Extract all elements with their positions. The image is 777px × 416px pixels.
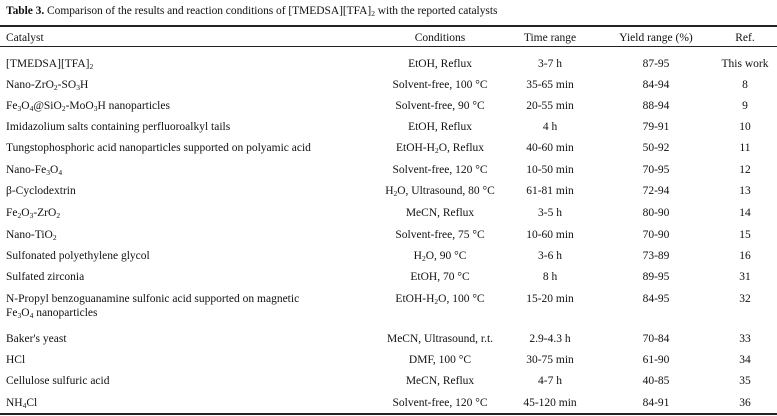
- yield-text: 70-90: [642, 229, 670, 241]
- time-text: 45-120 min: [523, 397, 577, 409]
- catalyst-text: Sulfated zirconia: [6, 271, 85, 283]
- ref-text: 10: [739, 121, 751, 133]
- time-text: 2.9-4.3 h: [529, 333, 571, 345]
- ref-text: 8: [742, 79, 748, 91]
- catalyst-text: $Fe_3O_4@SiO_2-MoO_3H$ nanoparticles: [6, 100, 170, 113]
- cell-catalyst: [6, 78, 88, 92]
- header-rule: [0, 46, 777, 47]
- yield-text: 84-94: [642, 79, 670, 91]
- time-text: 20-55 min: [526, 100, 574, 112]
- cell-catalyst: [6, 249, 150, 263]
- top-rule: [0, 25, 777, 27]
- yield-text: 50-92: [642, 142, 670, 154]
- conditions-text: EtOH, Reflux: [408, 58, 472, 70]
- yield-text: 70-84: [642, 333, 670, 345]
- yield-text: 80-90: [642, 207, 670, 219]
- conditions-text: EtOH, Reflux: [408, 121, 472, 133]
- catalyst-text: Nano-$Fe_3O_4$: [6, 164, 63, 177]
- conditions-text: Solvent-free, 90 °C: [395, 100, 485, 112]
- ref-text: 31: [739, 271, 751, 283]
- bottom-rule: [0, 413, 777, 415]
- cell-catalyst: [6, 228, 57, 242]
- yield-text: 87-95: [642, 58, 670, 70]
- time-text: 40-60 min: [526, 142, 574, 154]
- conditions-text: Solvent-free, 120 °C: [392, 164, 488, 176]
- yield-text: 70-95: [642, 164, 670, 176]
- ref-text: 33: [739, 333, 751, 345]
- caption-label: Table 3.: [6, 5, 45, 17]
- catalyst-text: Baker's yeast: [6, 333, 67, 345]
- ref-text: 12: [739, 164, 751, 176]
- catalyst-text: β-Cyclodextrin: [6, 185, 76, 197]
- time-text: 4 h: [542, 121, 558, 133]
- catalyst-text: $[TMEDSA][TFA]_2$: [6, 58, 94, 71]
- cell-catalyst: [6, 292, 299, 320]
- conditions-text: EtOH, 70 °C: [410, 271, 470, 283]
- header-ref-label: Ref.: [735, 32, 755, 44]
- yield-text: 84-95: [642, 293, 670, 305]
- catalyst-text: Nano-TiO$_2$: [6, 229, 57, 242]
- ref-text: 14: [739, 207, 751, 219]
- header-yield-label: Yield range (%): [619, 32, 693, 44]
- time-text: 15-20 min: [526, 293, 574, 305]
- conditions-text: DMF, 100 °C: [408, 354, 472, 366]
- ref-text: 11: [739, 142, 751, 154]
- time-text: 3-7 h: [538, 58, 562, 70]
- catalyst-text: Imidazolium salts containing perfluoroalkyl tails: [6, 121, 231, 133]
- header-catalyst: Catalyst: [6, 32, 44, 44]
- time-text: 10-50 min: [526, 164, 574, 176]
- yield-text: 73-89: [642, 250, 670, 262]
- ref-text: 35: [739, 375, 751, 387]
- cell-catalyst: [6, 332, 67, 346]
- conditions-text: Solvent-free, 120 °C: [392, 397, 488, 409]
- header-time-label: Time range: [523, 32, 577, 44]
- ref-text: This work: [721, 58, 769, 70]
- conditions-text: Solvent-free, 75 °C: [395, 229, 485, 241]
- ref-text: 16: [739, 250, 751, 262]
- conditions-text: Solvent-free, 100 °C: [392, 79, 488, 91]
- catalyst-text: $Fe_2O_3-ZrO_2$: [6, 207, 61, 220]
- conditions-text: MeCN, Reflux: [405, 375, 475, 387]
- ref-text: 15: [739, 229, 751, 241]
- yield-text: 72-94: [642, 185, 670, 197]
- conditions-text: $H_2O$, 90 °C: [413, 250, 467, 263]
- cell-catalyst: [6, 206, 60, 220]
- yield-text: 79-91: [642, 121, 670, 133]
- time-text: 35-65 min: [526, 79, 574, 91]
- time-text: 4-7 h: [538, 375, 562, 387]
- catalyst-text: $NH_4Cl$: [6, 397, 38, 410]
- catalyst-text: Sulfonated polyethylene glycol: [6, 250, 150, 262]
- yield-text: 88-94: [642, 100, 670, 112]
- yield-text: 40-85: [642, 375, 670, 387]
- time-text: 30-75 min: [526, 354, 574, 366]
- cell-catalyst: [6, 99, 170, 113]
- header-conditions-label: Conditions: [414, 32, 466, 44]
- catalyst-text-line2: $Fe_3O_4$ nanoparticles: [6, 307, 98, 320]
- yield-text: 84-91: [642, 397, 670, 409]
- time-text: 3-5 h: [538, 207, 562, 219]
- cell-catalyst: [6, 270, 84, 284]
- time-text: 8 h: [542, 271, 558, 283]
- conditions-text: $H_2O$, Ultrasound, 80 °C: [385, 185, 495, 198]
- catalyst-text: Nano-$ZrO_2-SO_3H$: [6, 79, 89, 92]
- cell-catalyst: [6, 163, 62, 177]
- catalyst-text: Tungstophosphoric acid nanoparticles supported on polyamic acid: [6, 142, 311, 154]
- ref-text: 34: [739, 354, 751, 366]
- cell-catalyst: [6, 353, 25, 367]
- caption-subscript: 2: [371, 9, 375, 18]
- catalyst-text: Cellulose sulfuric acid: [6, 375, 110, 387]
- ref-text: 32: [739, 293, 751, 305]
- time-text: 61-81 min: [526, 185, 574, 197]
- time-text: 10-60 min: [526, 229, 574, 241]
- time-text: 3-6 h: [538, 250, 562, 262]
- ref-text: 36: [739, 397, 751, 409]
- conditions-text: MeCN, Ultrasound, r.t.: [386, 333, 494, 345]
- caption-text-end: with the reported catalysts: [374, 5, 498, 17]
- catalyst-text: N-Propyl benzoguanamine sulfonic acid supported on magnetic: [6, 293, 300, 305]
- cell-catalyst: [6, 374, 109, 388]
- catalyst-text: HCl: [6, 354, 26, 366]
- conditions-text: EtOH-$H_2O$, 100 °C: [395, 293, 485, 306]
- caption-text: Comparison of the results and reaction conditions of [TMEDSA][TFA]: [47, 5, 372, 17]
- cell-catalyst: [6, 141, 311, 155]
- ref-text: 9: [742, 100, 748, 112]
- yield-text: 61-90: [642, 354, 670, 366]
- table-caption: [6, 5, 497, 17]
- yield-text: 89-95: [642, 271, 670, 283]
- conditions-text: MeCN, Reflux: [405, 207, 475, 219]
- cell-catalyst: [6, 396, 37, 410]
- cell-catalyst: [6, 184, 76, 198]
- conditions-text: EtOH-$H_2O$, Reflux: [395, 142, 485, 155]
- cell-catalyst: [6, 120, 230, 134]
- ref-text: 13: [739, 185, 751, 197]
- cell-catalyst: [6, 57, 93, 71]
